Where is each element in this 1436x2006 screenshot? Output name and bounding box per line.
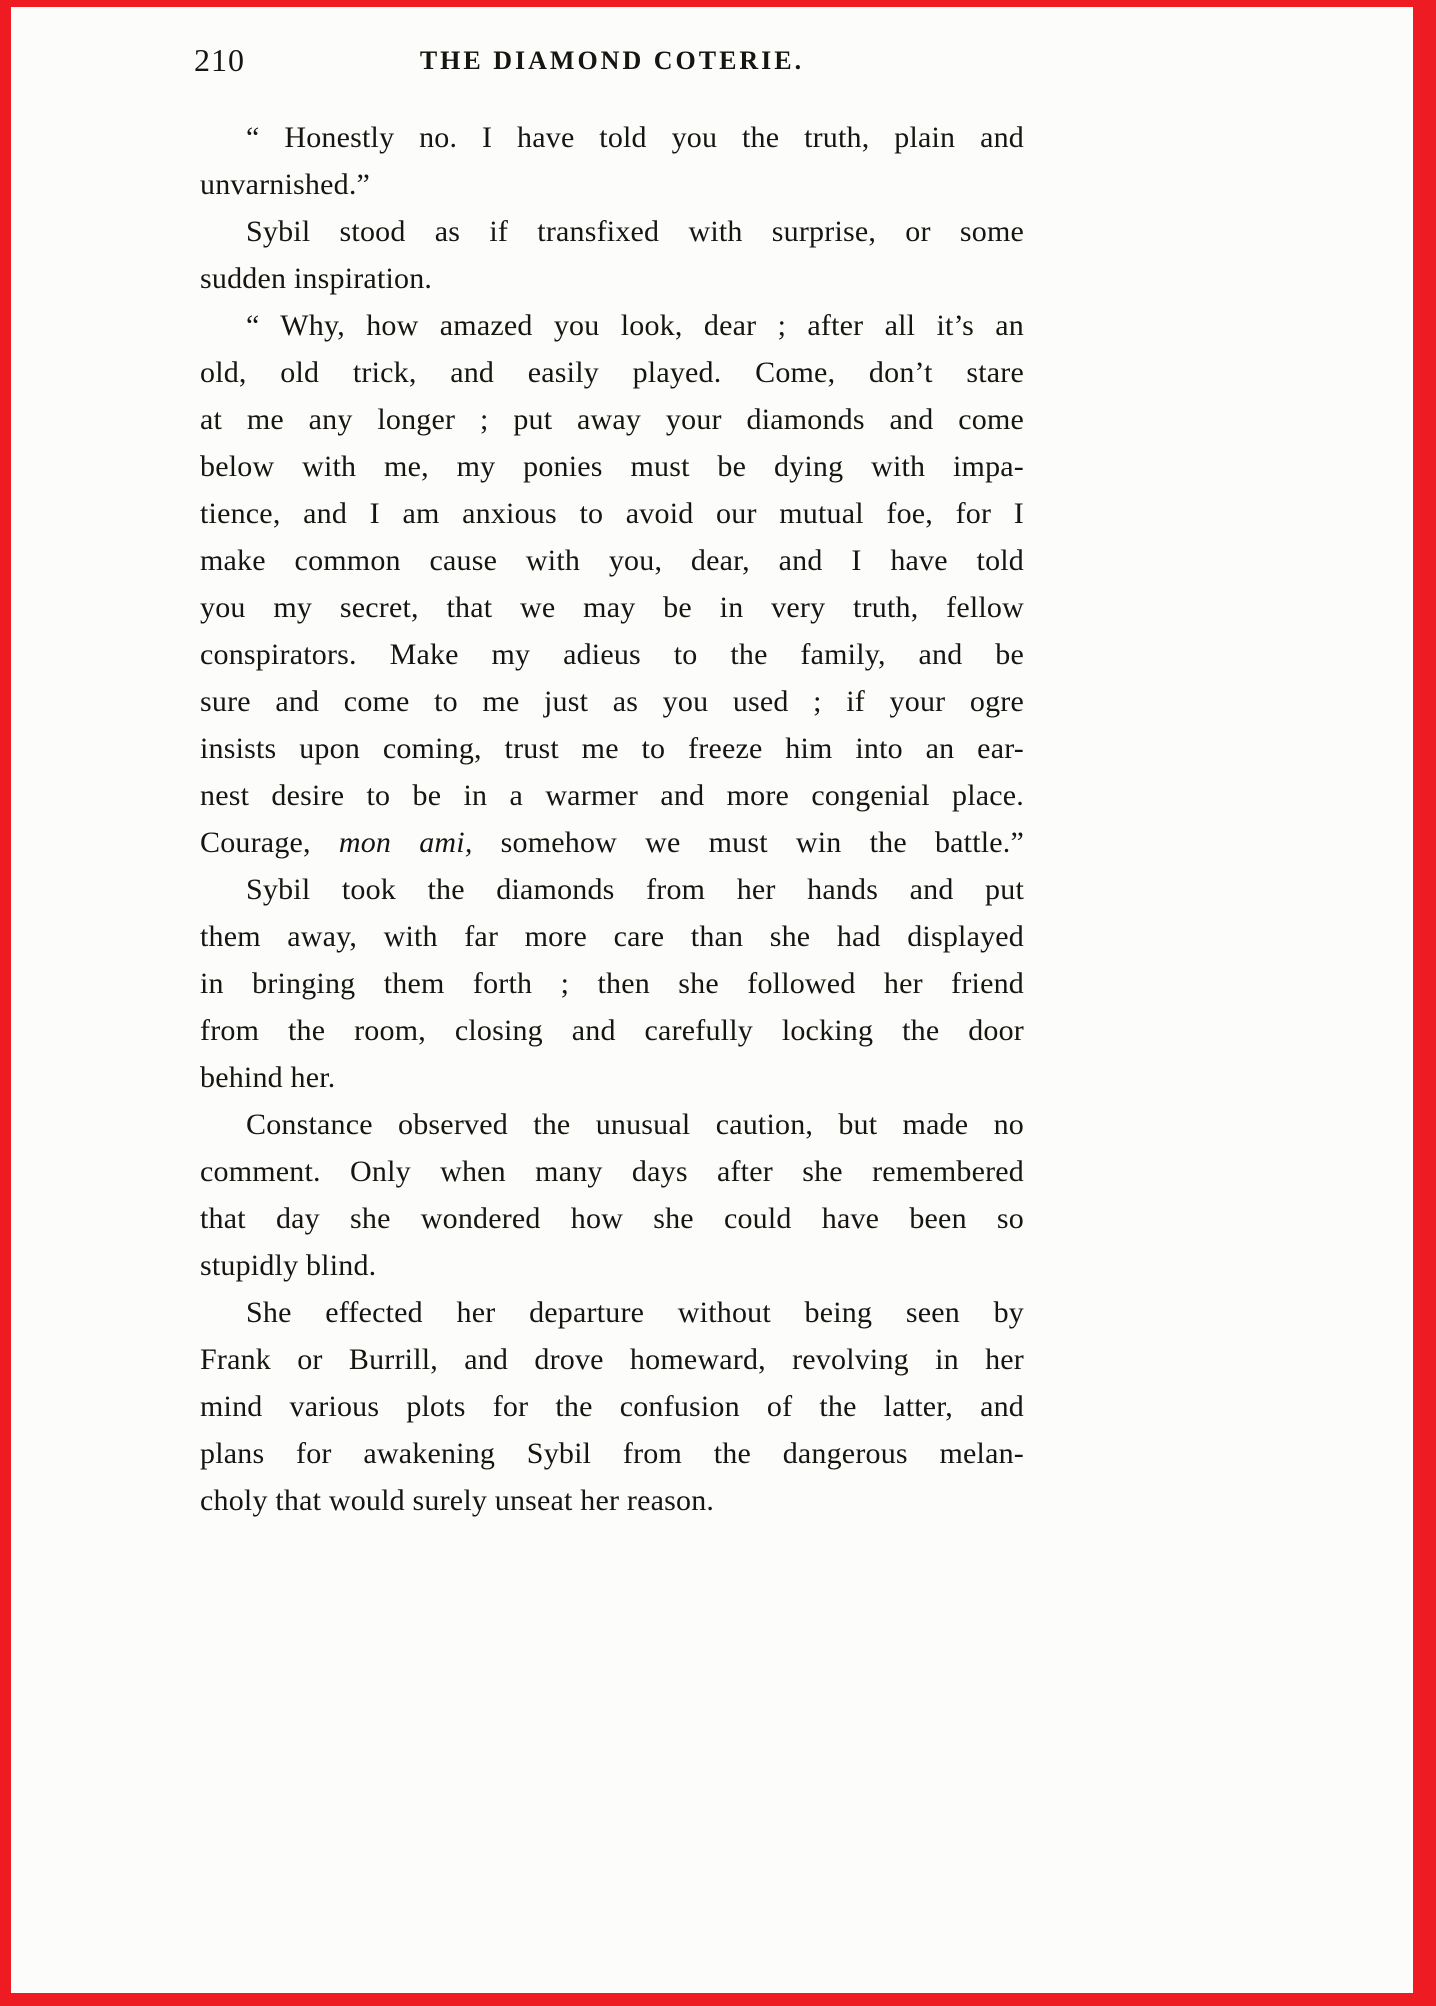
text-line: Frank or Burrill, and drove homeward, revolving in her (200, 1343, 1024, 1376)
text-line: make common cause with you, dear, and I have told (200, 544, 1024, 577)
text-line: nest desire to be in a warmer and more congenial place. (200, 779, 1024, 812)
text-line: Sybil stood as if transfixed with surprise, or some (246, 215, 1024, 248)
text-line (200, 819, 1024, 866)
text-line: mind various plots for the confusion of the latter, and (200, 1390, 1024, 1423)
red-border-right (1413, 0, 1436, 2006)
running-title: THE DIAMOND COTERIE. (419, 46, 805, 75)
text-line: them away, with far more care than she had displayed (200, 920, 1024, 953)
text-line: old, old trick, and easily played. Come, don’t stare (200, 356, 1024, 389)
text-line: conspirators. Make my adieus to the family, and be (200, 638, 1024, 671)
text-line: you my secret, that we may be in very truth, fellow (200, 591, 1024, 624)
text-line: tience, and I am anxious to avoid our mutual foe, for I (200, 497, 1024, 530)
text-line: “ Why, how amazed you look, dear ; after all it’s an (246, 309, 1024, 342)
text-line: Sybil took the diamonds from her hands and put (246, 873, 1024, 906)
page-number: 210 (194, 42, 245, 78)
red-border-top (0, 0, 1436, 7)
text-line: sudden inspiration. (200, 262, 433, 295)
text-line: Constance observed the unusual caution, but made no (246, 1108, 1024, 1141)
text-line: in bringing them forth ; then she followed her friend (200, 967, 1024, 1000)
text-line: from the room, closing and carefully locking the door (200, 1014, 1024, 1047)
italic-phrase: mon ami, (338, 826, 473, 859)
text-line: unvarnished.” (200, 168, 371, 201)
red-border-bottom (0, 1993, 1436, 2006)
paragraph (200, 1289, 1024, 1524)
paragraph (200, 866, 1024, 1101)
text-line: “ Honestly no. I have told you the truth, plain and (246, 121, 1024, 154)
text-segment: Courage, (200, 826, 339, 859)
paragraph (200, 1101, 1024, 1289)
paragraph (200, 114, 1024, 208)
text-line: insists upon coming, trust me to freeze him into an ear- (200, 732, 1024, 765)
text-line: stupidly blind. (200, 1249, 377, 1282)
text-segment: somehow we must win the battle.” (472, 826, 1024, 859)
text-line: below with me, my ponies must be dying with impa- (200, 450, 1024, 483)
text-line: behind her. (200, 1061, 336, 1094)
text-line: plans for awakening Sybil from the dangerous melan- (200, 1437, 1024, 1470)
page-content (194, 42, 1024, 1524)
paragraph (200, 208, 1024, 302)
page-header (194, 42, 1024, 88)
page-body (200, 114, 1024, 1524)
text-line: She effected her departure without being seen by (246, 1296, 1024, 1329)
text-line: sure and come to me just as you used ; if your ogre (200, 685, 1024, 718)
text-line: comment. Only when many days after she remembered (200, 1155, 1024, 1188)
text-line: choly that would surely unseat her reason. (200, 1484, 715, 1517)
red-border-left (0, 0, 11, 2006)
text-line: that day she wondered how she could have been so (200, 1202, 1024, 1235)
text-line: at me any longer ; put away your diamonds and come (200, 403, 1024, 436)
paragraph (200, 302, 1024, 866)
